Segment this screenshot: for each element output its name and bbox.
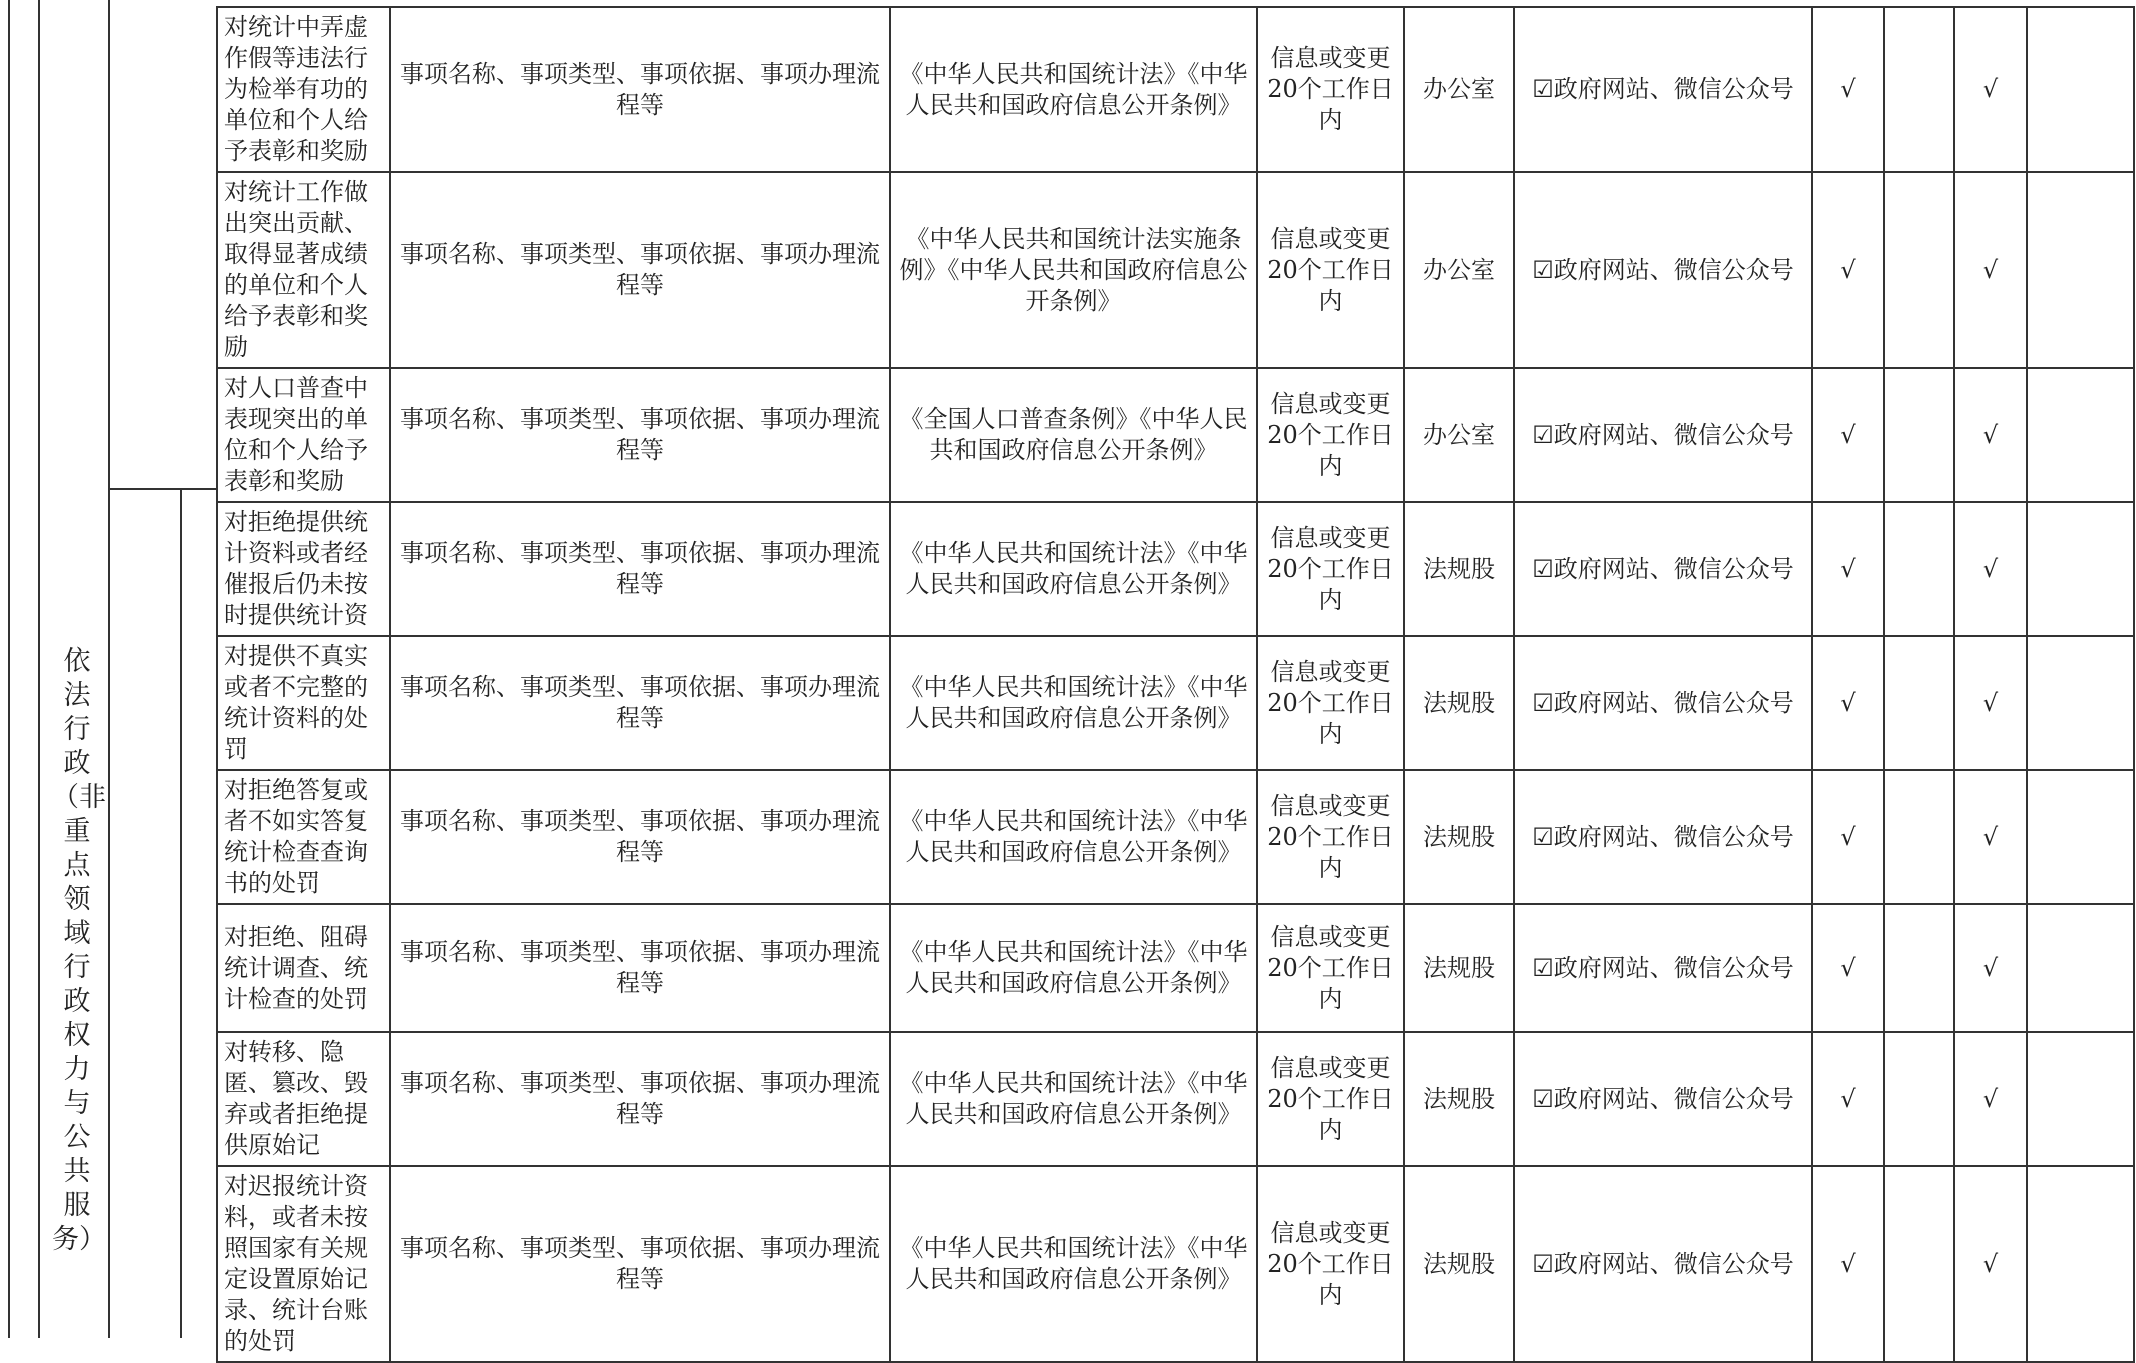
mark-cell-3: √ [1954,7,2027,172]
mark-cell-2 [1884,502,1954,636]
basis-cell: 《中华人民共和国统计法》《中华人民共和国政府信息公开条例》 [890,502,1257,636]
channel-cell: ☑政府网站、微信公众号 [1514,770,1812,904]
dept-cell: 法规股 [1404,770,1514,904]
mark-cell-3: √ [1954,636,2027,770]
time-cell: 信息或变更20个工作日内 [1257,1032,1404,1166]
content-cell: 事项名称、事项类型、事项依据、事项办理流程等 [390,1166,890,1362]
basis-cell: 《全国人口普查条例》《中华人民共和国政府信息公开条例》 [890,368,1257,502]
time-cell: 信息或变更20个工作日内 [1257,636,1404,770]
mark-cell-4 [2027,7,2134,172]
table-row [217,1166,2134,1362]
mark-cell-1: √ [1812,636,1884,770]
mark-cell-4 [2027,368,2134,502]
channel-cell: ☑政府网站、微信公众号 [1514,7,1812,172]
item-cell: 对提供不真实或者不完整的统计资料的处罚 [217,636,390,770]
content-cell: 事项名称、事项类型、事项依据、事项办理流程等 [390,636,890,770]
mark-cell-4 [2027,636,2134,770]
mark-cell-1: √ [1812,770,1884,904]
mark-cell-3: √ [1954,368,2027,502]
subcategory-column-line [180,490,182,1338]
basis-cell: 《中华人民共和国统计法》《中华人民共和国政府信息公开条例》 [890,636,1257,770]
mark-cell-3: √ [1954,502,2027,636]
mark-cell-1: √ [1812,1166,1884,1362]
dept-cell: 法规股 [1404,636,1514,770]
channel-cell: ☑政府网站、微信公众号 [1514,1032,1812,1166]
mark-cell-4 [2027,1032,2134,1166]
item-cell: 对统计工作做出突出贡献、取得显著成绩的单位和个人给予表彰和奖励 [217,172,390,368]
mark-cell-4 [2027,502,2134,636]
table-row [217,1032,2134,1166]
content-cell: 事项名称、事项类型、事项依据、事项办理流程等 [390,7,890,172]
mark-cell-3: √ [1954,1166,2027,1362]
category-label: 依法行政（非重点领域行政权力与公共服务） [52,646,106,1255]
time-cell: 信息或变更20个工作日内 [1257,1166,1404,1362]
mark-cell-2 [1884,770,1954,904]
subcategory-divider [108,488,218,490]
channel-cell: ☑政府网站、微信公众号 [1514,368,1812,502]
item-cell: 对统计中弄虚作假等违法行为检举有功的单位和个人给予表彰和奖励 [217,7,390,172]
table-row [217,770,2134,904]
mark-cell-1: √ [1812,904,1884,1032]
mark-cell-3: √ [1954,1032,2027,1166]
mark-cell-1: √ [1812,1032,1884,1166]
channel-cell: ☑政府网站、微信公众号 [1514,502,1812,636]
table-row [217,636,2134,770]
basis-cell: 《中华人民共和国统计法》《中华人民共和国政府信息公开条例》 [890,7,1257,172]
dept-cell: 法规股 [1404,1166,1514,1362]
inner-border-line [38,0,40,1338]
content-cell: 事项名称、事项类型、事项依据、事项办理流程等 [390,1032,890,1166]
item-cell: 对人口普查中表现突出的单位和个人给予表彰和奖励 [217,368,390,502]
content-cell: 事项名称、事项类型、事项依据、事项办理流程等 [390,770,890,904]
table-row [217,368,2134,502]
item-cell: 对转移、隐匿、篡改、毁弃或者拒绝提供原始记 [217,1032,390,1166]
dept-cell: 法规股 [1404,1032,1514,1166]
mark-cell-4 [2027,904,2134,1032]
mark-cell-1: √ [1812,368,1884,502]
channel-cell: ☑政府网站、微信公众号 [1514,1166,1812,1362]
table-row [217,7,2134,172]
basis-cell: 《中华人民共和国统计法》《中华人民共和国政府信息公开条例》 [890,1166,1257,1362]
time-cell: 信息或变更20个工作日内 [1257,904,1404,1032]
dept-cell: 法规股 [1404,502,1514,636]
channel-cell: ☑政府网站、微信公众号 [1514,172,1812,368]
time-cell: 信息或变更20个工作日内 [1257,172,1404,368]
basis-cell: 《中华人民共和国统计法》《中华人民共和国政府信息公开条例》 [890,770,1257,904]
time-cell: 信息或变更20个工作日内 [1257,502,1404,636]
category-column-line [108,0,110,1338]
dept-cell: 办公室 [1404,368,1514,502]
disclosure-table [216,6,2135,1363]
mark-cell-1: √ [1812,502,1884,636]
mark-cell-4 [2027,172,2134,368]
time-cell: 信息或变更20个工作日内 [1257,368,1404,502]
time-cell: 信息或变更20个工作日内 [1257,770,1404,904]
item-cell: 对拒绝、阻碍统计调查、统计检查的处罚 [217,904,390,1032]
mark-cell-2 [1884,368,1954,502]
mark-cell-3: √ [1954,904,2027,1032]
basis-cell: 《中华人民共和国统计法》《中华人民共和国政府信息公开条例》 [890,904,1257,1032]
mark-cell-1: √ [1812,172,1884,368]
mark-cell-4 [2027,770,2134,904]
content-cell: 事项名称、事项类型、事项依据、事项办理流程等 [390,502,890,636]
mark-cell-1: √ [1812,7,1884,172]
outer-border-line [8,0,10,1338]
content-cell: 事项名称、事项类型、事项依据、事项办理流程等 [390,904,890,1032]
mark-cell-2 [1884,7,1954,172]
dept-cell: 办公室 [1404,7,1514,172]
table-row [217,172,2134,368]
item-cell: 对迟报统计资料，或者未按照国家有关规定设置原始记录、统计台账的处罚 [217,1166,390,1362]
dept-cell: 法规股 [1404,904,1514,1032]
mark-cell-3: √ [1954,172,2027,368]
basis-cell: 《中华人民共和国统计法》《中华人民共和国政府信息公开条例》 [890,1032,1257,1166]
channel-cell: ☑政府网站、微信公众号 [1514,636,1812,770]
mark-cell-2 [1884,904,1954,1032]
channel-cell: ☑政府网站、微信公众号 [1514,904,1812,1032]
mark-cell-2 [1884,636,1954,770]
basis-cell: 《中华人民共和国统计法实施条例》《中华人民共和国政府信息公开条例》 [890,172,1257,368]
mark-cell-3: √ [1954,770,2027,904]
table-row [217,502,2134,636]
mark-cell-2 [1884,1166,1954,1362]
item-cell: 对拒绝答复或者不如实答复统计检查查询书的处罚 [217,770,390,904]
item-cell: 对拒绝提供统计资料或者经催报后仍未按时提供统计资 [217,502,390,636]
mark-cell-2 [1884,1032,1954,1166]
time-cell: 信息或变更20个工作日内 [1257,7,1404,172]
content-cell: 事项名称、事项类型、事项依据、事项办理流程等 [390,368,890,502]
mark-cell-2 [1884,172,1954,368]
dept-cell: 办公室 [1404,172,1514,368]
left-border-lines [0,0,220,1338]
content-cell: 事项名称、事项类型、事项依据、事项办理流程等 [390,172,890,368]
mark-cell-4 [2027,1166,2134,1362]
table-row [217,904,2134,1032]
